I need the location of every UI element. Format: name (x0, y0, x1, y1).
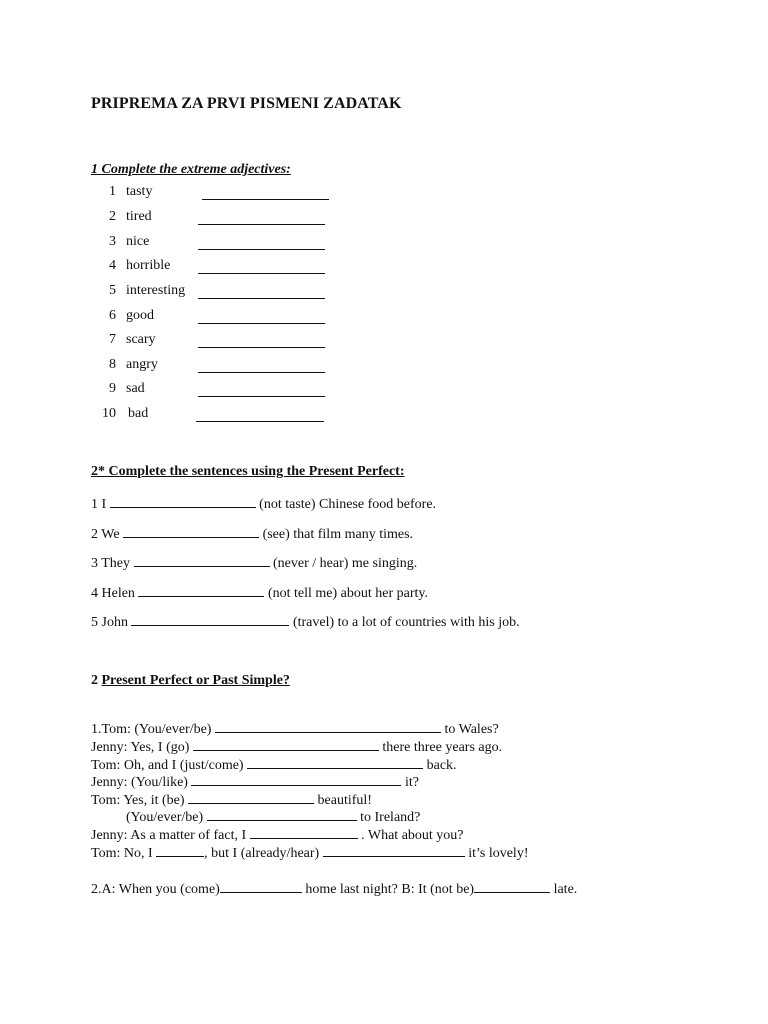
list-item-word: interesting (126, 283, 186, 298)
list-item-word: nice (126, 234, 150, 249)
sentence-end: (see) that film many times. (262, 527, 414, 542)
dialogue-text: , but I (already/hear) (204, 846, 320, 861)
dialogue-line (126, 808, 420, 826)
list-item-number: 3 (109, 234, 116, 249)
dialogue-line (91, 720, 499, 738)
dialogue-text: it’s lovely! (468, 846, 529, 861)
dialogue-text: late. (553, 882, 578, 897)
answer-line[interactable] (247, 756, 423, 769)
answer-line[interactable] (474, 880, 550, 893)
dialogue-text: Tom: No, I (91, 846, 153, 861)
section-1-heading: 1 Complete the extreme adjectives: (91, 162, 291, 177)
dialogue-text: 1.Tom: (You/ever/be) (91, 722, 212, 737)
dialogue-text: beautiful! (317, 793, 372, 808)
list-item-word: angry (126, 357, 158, 372)
list-item-word: scary (126, 332, 156, 347)
sentence-start: 4 Helen (91, 586, 135, 601)
dialogue-line (91, 826, 464, 844)
dialogue-line (91, 756, 457, 774)
list-item-number: 8 (109, 357, 116, 372)
sentence-row (91, 495, 436, 513)
answer-line[interactable] (134, 554, 270, 567)
list-item-number: 6 (109, 308, 116, 323)
section-3-title: Present Perfect or Past Simple? (101, 673, 290, 688)
list-item-word: tasty (126, 184, 153, 199)
list-item-number: 4 (109, 258, 116, 273)
answer-line[interactable] (196, 421, 324, 422)
list-item-number: 1 (109, 184, 116, 199)
answer-line[interactable] (198, 347, 325, 348)
answer-line[interactable] (131, 613, 289, 626)
list-item-number: 5 (109, 283, 116, 298)
dialogue-text: 2.A: When you (come) (91, 882, 220, 897)
dialogue-text: Jenny: As a matter of fact, I (91, 828, 247, 843)
section-3-number: 2 (91, 673, 98, 688)
answer-line[interactable] (202, 199, 329, 200)
sentence-row (91, 613, 520, 631)
answer-line[interactable] (198, 249, 325, 250)
answer-line[interactable] (138, 584, 264, 597)
sentence-start: 1 I (91, 497, 107, 512)
question-2-line (91, 880, 577, 898)
sentence-row (91, 584, 428, 602)
dialogue-line (91, 773, 419, 791)
answer-line[interactable] (110, 495, 256, 508)
list-item-word: horrible (126, 258, 171, 273)
answer-line[interactable] (220, 880, 302, 893)
sentence-end: (not tell me) about her party. (267, 586, 428, 601)
answer-line[interactable] (191, 773, 401, 786)
dialogue-text: (You/ever/be) (126, 810, 204, 825)
dialogue-text: Jenny: Yes, I (go) (91, 740, 190, 755)
list-item-word: tired (126, 209, 152, 224)
dialogue-text: it? (404, 775, 419, 790)
sentence-start: 5 John (91, 615, 128, 630)
answer-line[interactable] (188, 791, 314, 804)
dialogue-line (91, 738, 502, 756)
dialogue-text: home last night? B: It (not be) (305, 882, 475, 897)
answer-line[interactable] (198, 273, 325, 274)
answer-line[interactable] (198, 224, 325, 225)
answer-line[interactable] (198, 372, 325, 373)
dialogue-text: to Ireland? (360, 810, 421, 825)
answer-line[interactable] (123, 525, 259, 538)
dialogue-text: there three years ago. (382, 740, 503, 755)
list-item-number: 7 (109, 332, 116, 347)
sentence-end: (not taste) Chinese food before. (259, 497, 437, 512)
list-item-word: bad (128, 406, 149, 421)
list-item-word: sad (126, 381, 145, 396)
dialogue-text: Tom: Yes, it (be) (91, 793, 185, 808)
list-item-number: 2 (109, 209, 116, 224)
sentence-start: 3 They (91, 556, 131, 571)
dialogue-line (91, 791, 372, 809)
dialogue-text: . What about you? (361, 828, 464, 843)
list-item-word: good (126, 308, 154, 323)
dialogue-text: Tom: Oh, and I (just/come) (91, 758, 244, 773)
answer-line[interactable] (323, 844, 465, 857)
answer-line[interactable] (207, 808, 357, 821)
dialogue-text: to Wales? (444, 722, 499, 737)
answer-line[interactable] (215, 720, 441, 733)
answer-line[interactable] (198, 323, 325, 324)
sentence-row (91, 525, 413, 543)
answer-line[interactable] (198, 298, 325, 299)
answer-line[interactable] (193, 738, 379, 751)
dialogue-line (91, 844, 528, 862)
sentence-row (91, 554, 417, 572)
section-2-heading: 2* Complete the sentences using the Present Perfect: (91, 464, 405, 479)
answer-line[interactable] (198, 396, 325, 397)
sentence-end: (travel) to a lot of countries with his job. (292, 615, 520, 630)
list-item-number: 10 (102, 406, 116, 421)
sentence-end: (never / hear) me singing. (273, 556, 418, 571)
section-3-heading (91, 673, 290, 689)
sentence-start: 2 We (91, 527, 120, 542)
answer-line[interactable] (156, 844, 204, 857)
dialogue-text: Jenny: (You/like) (91, 775, 188, 790)
list-item-number: 9 (109, 381, 116, 396)
answer-line[interactable] (250, 826, 358, 839)
page-title: PRIPREMA ZA PRVI PISMENI ZADATAK (91, 95, 402, 112)
dialogue-text: back. (426, 758, 457, 773)
